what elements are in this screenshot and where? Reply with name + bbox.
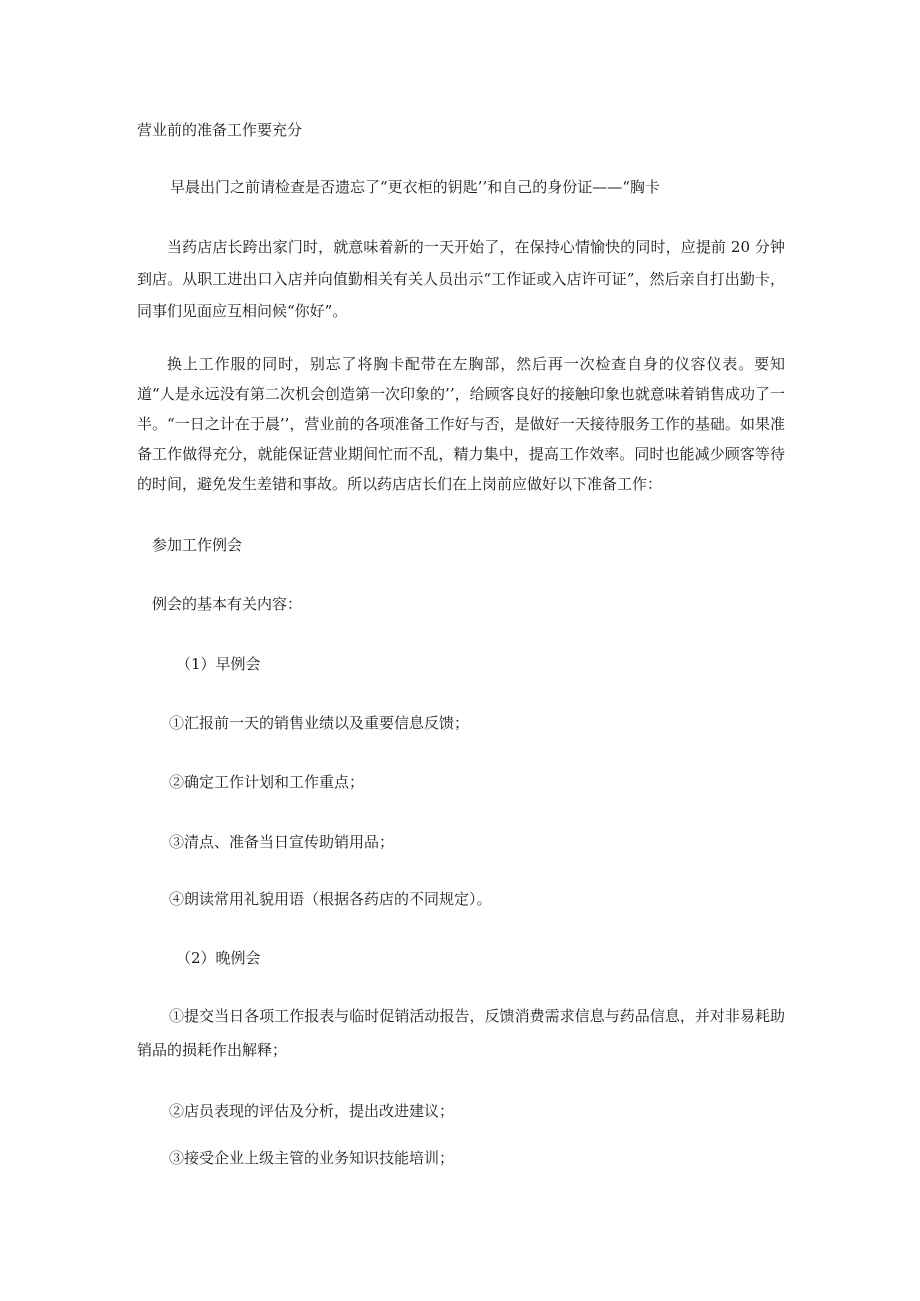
morning-meeting-item: ②确定工作计划和工作重点； [169,773,365,791]
evening-meeting-item: ②店员表现的评估及分析，提出改进建议； [169,1102,455,1120]
paragraph-preparation: 换上工作服的同时，别忘了将胸卡配带在左胸部，然后再一次检查自身的仪容仪表。要知道“人是永远没有第二次机会创造第一次印象的’’，给顾客良好的接触印象也就意味着销售成功了一半。“一日之计在于晨’’，营业前的各项准备工作好与否，是做好一天接待服务工作的基础。如果准备工作做得充分，就能保证营业期间忙而不乱，精力集中，提高工作效率。同时也能减少顾客等待的时间，避免发生差错和事故。所以药店店长们在上岗前应做好以下准备工作： [137,355,785,493]
evening-meeting-item: ③接受企业上级主管的业务知识技能培训； [169,1149,455,1167]
morning-meeting-item: ④朗读常用礼貌用语（根据各药店的不同规定）。 [169,890,492,908]
evening-meeting-item: ①提交当日各项工作报表与临时促销活动报告，反馈消费需求信息与药品信息，并对非易耗助销品的损耗作出解释； [137,1007,785,1059]
morning-meeting-heading: （1）早例会 [176,655,261,673]
evening-meeting-heading: （2）晚例会 [176,949,261,967]
morning-meeting-item: ①汇报前一天的销售业绩以及重要信息反馈； [169,714,470,732]
document-subtitle: 早晨出门之前请检查是否遗忘了“更衣柜的钥匙’’和自己的身份证——“胸卡 [170,178,660,196]
paragraph-arrival: 当药店店长跨出家门时，就意味着新的一天开始了，在保持心情愉快的同时，应提前 20 分钟到店。从职工进出口入店并向值勤相关有关人员出示“工作证或入店许可证”，然后亲自打出勤卡，同事们见面应互相问候“你好”。 [137,238,785,320]
meeting-intro: 例会的基本有关内容： [152,595,303,613]
morning-meeting-item: ③清点、准备当日宣传助销用品； [169,833,395,851]
section-heading: 参加工作例会 [152,536,243,554]
document-title: 营业前的准备工作要充分 [137,121,303,139]
